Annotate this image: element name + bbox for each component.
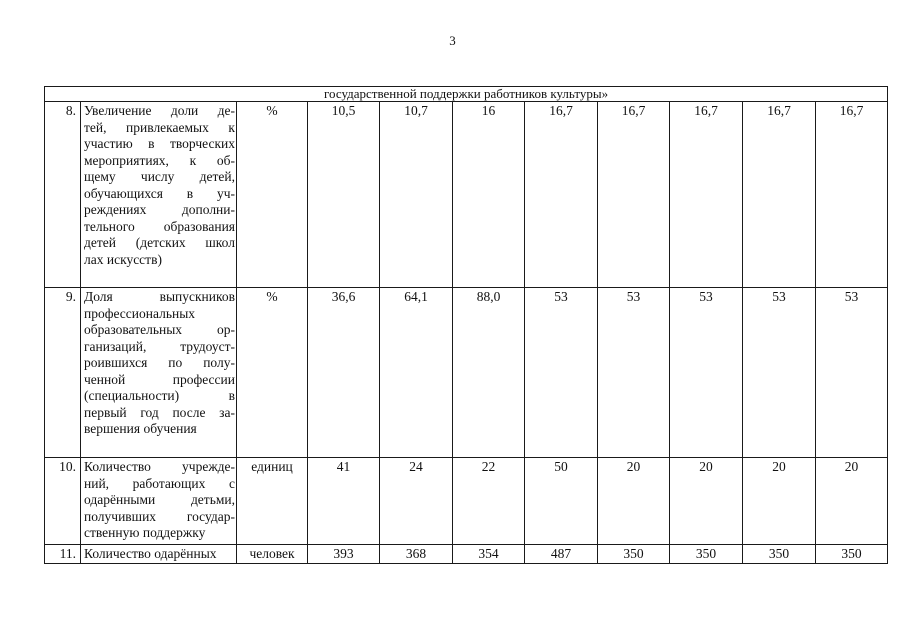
table-row <box>45 288 888 458</box>
indicator-name <box>81 458 237 545</box>
indicator-name-line: (специальности) в <box>84 388 235 403</box>
value-cell: 88,0 <box>453 288 525 458</box>
value-cell: 53 <box>598 288 670 458</box>
table-row <box>45 102 888 288</box>
value-cell: 50 <box>525 458 598 545</box>
indicator-name-line: участию в творческих <box>84 136 235 151</box>
value-cell: 24 <box>380 458 453 545</box>
row-number: 11. <box>45 545 81 564</box>
value-cell: 487 <box>525 545 598 564</box>
value-cell: 16,7 <box>670 102 743 288</box>
unit-cell: человек <box>237 545 308 564</box>
value-cell: 53 <box>816 288 888 458</box>
unit-cell: % <box>237 288 308 458</box>
indicator-name-line: лах искусств) <box>84 251 162 267</box>
value-cell: 64,1 <box>380 288 453 458</box>
indicator-name <box>81 288 237 458</box>
value-cell: 20 <box>598 458 670 545</box>
value-cell: 36,6 <box>308 288 380 458</box>
value-cell: 41 <box>308 458 380 545</box>
value-cell: 16,7 <box>525 102 598 288</box>
value-cell: 350 <box>816 545 888 564</box>
value-cell: 16,7 <box>598 102 670 288</box>
value-cell: 16,7 <box>816 102 888 288</box>
indicator-name-line: образовательных ор- <box>84 322 235 337</box>
value-cell: 393 <box>308 545 380 564</box>
value-cell: 22 <box>453 458 525 545</box>
row-number: 8. <box>45 102 81 288</box>
indicator-name-line: ганизаций, трудоуст- <box>84 338 235 354</box>
indicator-name-line: Количество одарённых <box>84 546 217 561</box>
indicator-name-line: детей (детских школ <box>84 235 235 250</box>
value-cell: 10,5 <box>308 102 380 288</box>
value-cell: 368 <box>380 545 453 564</box>
table-row <box>45 545 888 564</box>
indicator-name-line: Увеличение доли де- <box>84 103 235 118</box>
indicator-name-line: мероприятиях, к об- <box>84 152 235 168</box>
value-cell: 53 <box>525 288 598 458</box>
value-cell: 53 <box>670 288 743 458</box>
unit-cell: % <box>237 102 308 288</box>
indicator-name-line: ний, работающих с <box>84 475 235 491</box>
row-number: 10. <box>45 458 81 545</box>
value-cell: 20 <box>670 458 743 545</box>
value-cell: 20 <box>743 458 816 545</box>
indicator-name-line: реждениях дополни- <box>84 202 235 217</box>
value-cell: 10,7 <box>380 102 453 288</box>
indicator-name-line: Доля выпускников <box>84 289 235 304</box>
row-number: 9. <box>45 288 81 458</box>
indicator-name-line: получивших государ- <box>84 508 235 524</box>
page-number: 3 <box>449 33 456 48</box>
indicator-name-line: обучающихся в уч- <box>84 185 235 201</box>
continuation-header: государственной поддержки работников культуры» <box>45 87 888 102</box>
indicator-name-line: Количество учрежде- <box>84 459 235 474</box>
indicator-name-line: первый год после за- <box>84 404 235 420</box>
indicator-name-line: вершения обучения <box>84 421 197 436</box>
indicator-name-line: профессиональных <box>84 305 196 321</box>
indicator-name-line: щему числу детей, <box>84 169 235 184</box>
indicator-name-line: роившихся по полу- <box>84 355 235 370</box>
value-cell: 16 <box>453 102 525 288</box>
value-cell: 16,7 <box>743 102 816 288</box>
indicator-name-line: одарёнными детьми, <box>84 492 235 507</box>
value-cell: 354 <box>453 545 525 564</box>
table-row <box>45 458 888 545</box>
value-cell: 350 <box>670 545 743 564</box>
indicators-table <box>44 86 888 564</box>
indicator-name-line: тей, привлекаемых к <box>84 119 235 135</box>
indicator-name-line: ственную поддержку <box>84 525 206 540</box>
value-cell: 350 <box>598 545 670 564</box>
indicator-name-line: тельного образования <box>84 218 235 234</box>
indicator-name <box>81 102 237 288</box>
indicator-name <box>81 545 237 564</box>
value-cell: 20 <box>816 458 888 545</box>
value-cell: 53 <box>743 288 816 458</box>
value-cell: 350 <box>743 545 816 564</box>
continuation-header-row <box>45 87 888 102</box>
unit-cell: единиц <box>237 458 308 545</box>
indicator-name-line: ченной профессии <box>84 371 235 387</box>
